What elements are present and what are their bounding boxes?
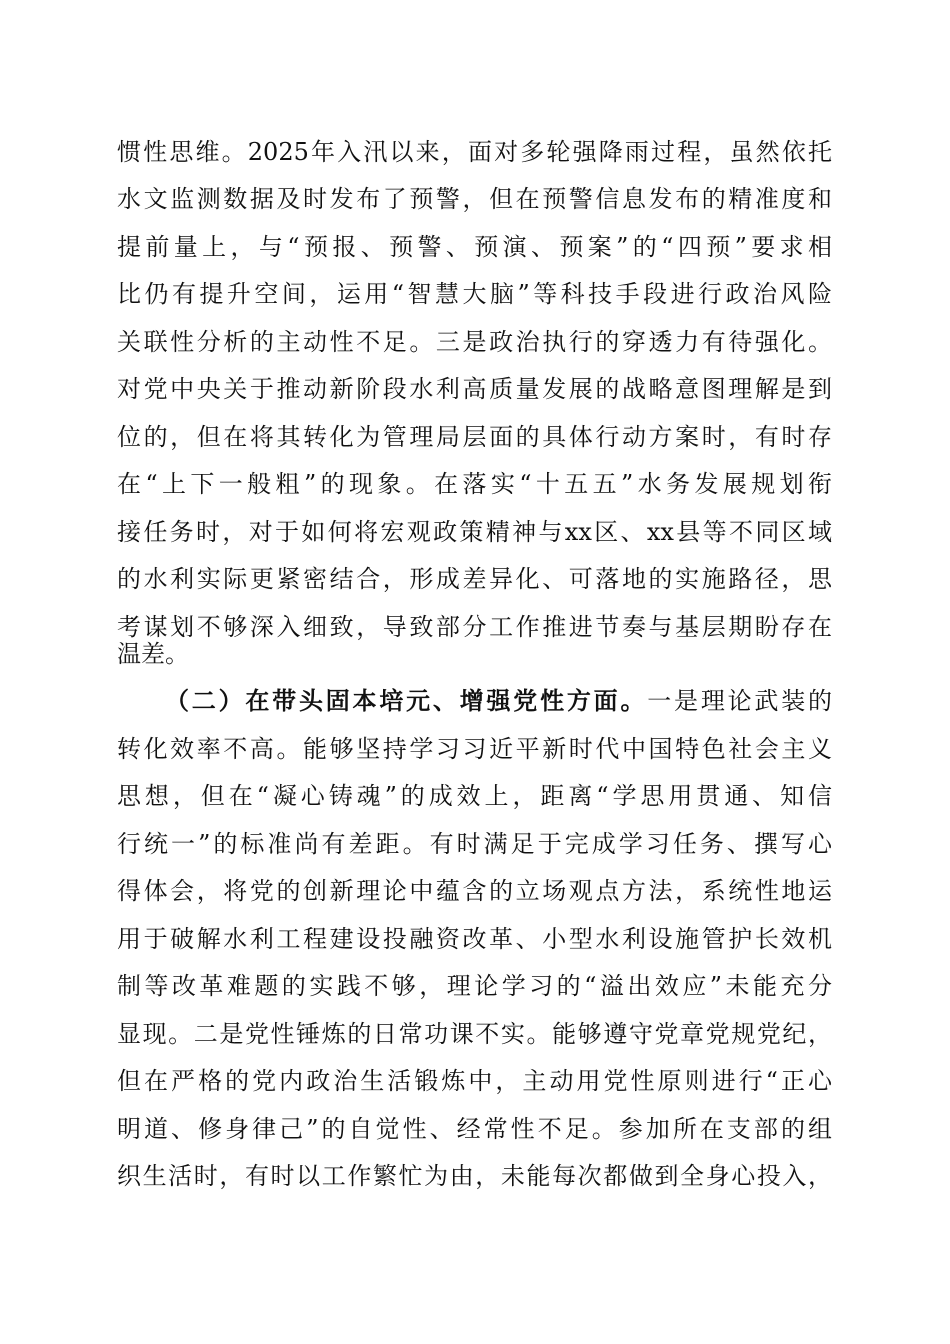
- paragraph-line: 惯性思维。2025年入汛以来，面对多轮强降雨过程，虽然依托: [117, 138, 832, 166]
- paragraph-line: 的水利实际更紧密结合，形成差异化、可落地的实施路径，思: [117, 565, 832, 593]
- paragraph-line: 但在严格的党内政治生活锻炼中，主动用党性原则进行“正心: [117, 1067, 832, 1095]
- heading-line-rest: 一是理论武装的: [647, 687, 832, 715]
- paragraph-line: 织生活时，有时以工作繁忙为由，未能每次都做到全身心投入，: [117, 1162, 832, 1190]
- section-heading: （二）在带头固本培元、增强党性方面。: [165, 687, 648, 715]
- paragraph-line: 水文监测数据及时发布了预警，但在预警信息发布的精准度和: [117, 185, 832, 213]
- paragraph-line: 提前量上，与“预报、预警、预演、预案”的“四预”要求相: [117, 233, 832, 261]
- paragraph-line: 制等改革难题的实践不够，理论学习的“溢出效应”未能充分: [117, 972, 832, 1000]
- paragraph-line: 在“上下一般粗”的现象。在落实“十五五”水务发展规划衔: [117, 470, 832, 498]
- section-heading-line: [165, 679, 832, 723]
- paragraph-line: 用于破解水利工程建设投融资改革、小型水利设施管护长效机: [117, 925, 832, 953]
- paragraph-line: 考谋划不够深入细致，导致部分工作推进节奏与基层期盼存在: [117, 613, 832, 641]
- paragraph-line: 思想，但在“凝心铸魂”的成效上，距离“学思用贯通、知信: [117, 782, 832, 810]
- paragraph-line: 关联性分析的主动性不足。三是政治执行的穿透力有待强化。: [117, 328, 832, 356]
- paragraph-line: 接任务时，对于如何将宏观政策精神与xx区、xx县等不同区域: [117, 518, 832, 546]
- paragraph-line: 明道、修身律己”的自觉性、经常性不足。参加所在支部的组: [117, 1115, 832, 1143]
- paragraph-line-last: 温差。: [117, 640, 189, 668]
- paragraph-line: 位的，但在将其转化为管理局层面的具体行动方案时，有时存: [117, 423, 832, 451]
- paragraph-line: 转化效率不高。能够坚持学习习近平新时代中国特色社会主义: [117, 735, 832, 763]
- paragraph-line: 显现。二是党性锤炼的日常功课不实。能够遵守党章党规党纪，: [117, 1020, 832, 1048]
- paragraph-line: 行统一”的标准尚有差距。有时满足于完成学习任务、撰写心: [117, 830, 832, 858]
- paragraph-line: 得体会，将党的创新理论中蕴含的立场观点方法，系统性地运: [117, 877, 832, 905]
- paragraph-line: 对党中央关于推动新阶段水利高质量发展的战略意图理解是到: [117, 375, 832, 403]
- paragraph-line: 比仍有提升空间，运用“智慧大脑”等科技手段进行政治风险: [117, 280, 832, 308]
